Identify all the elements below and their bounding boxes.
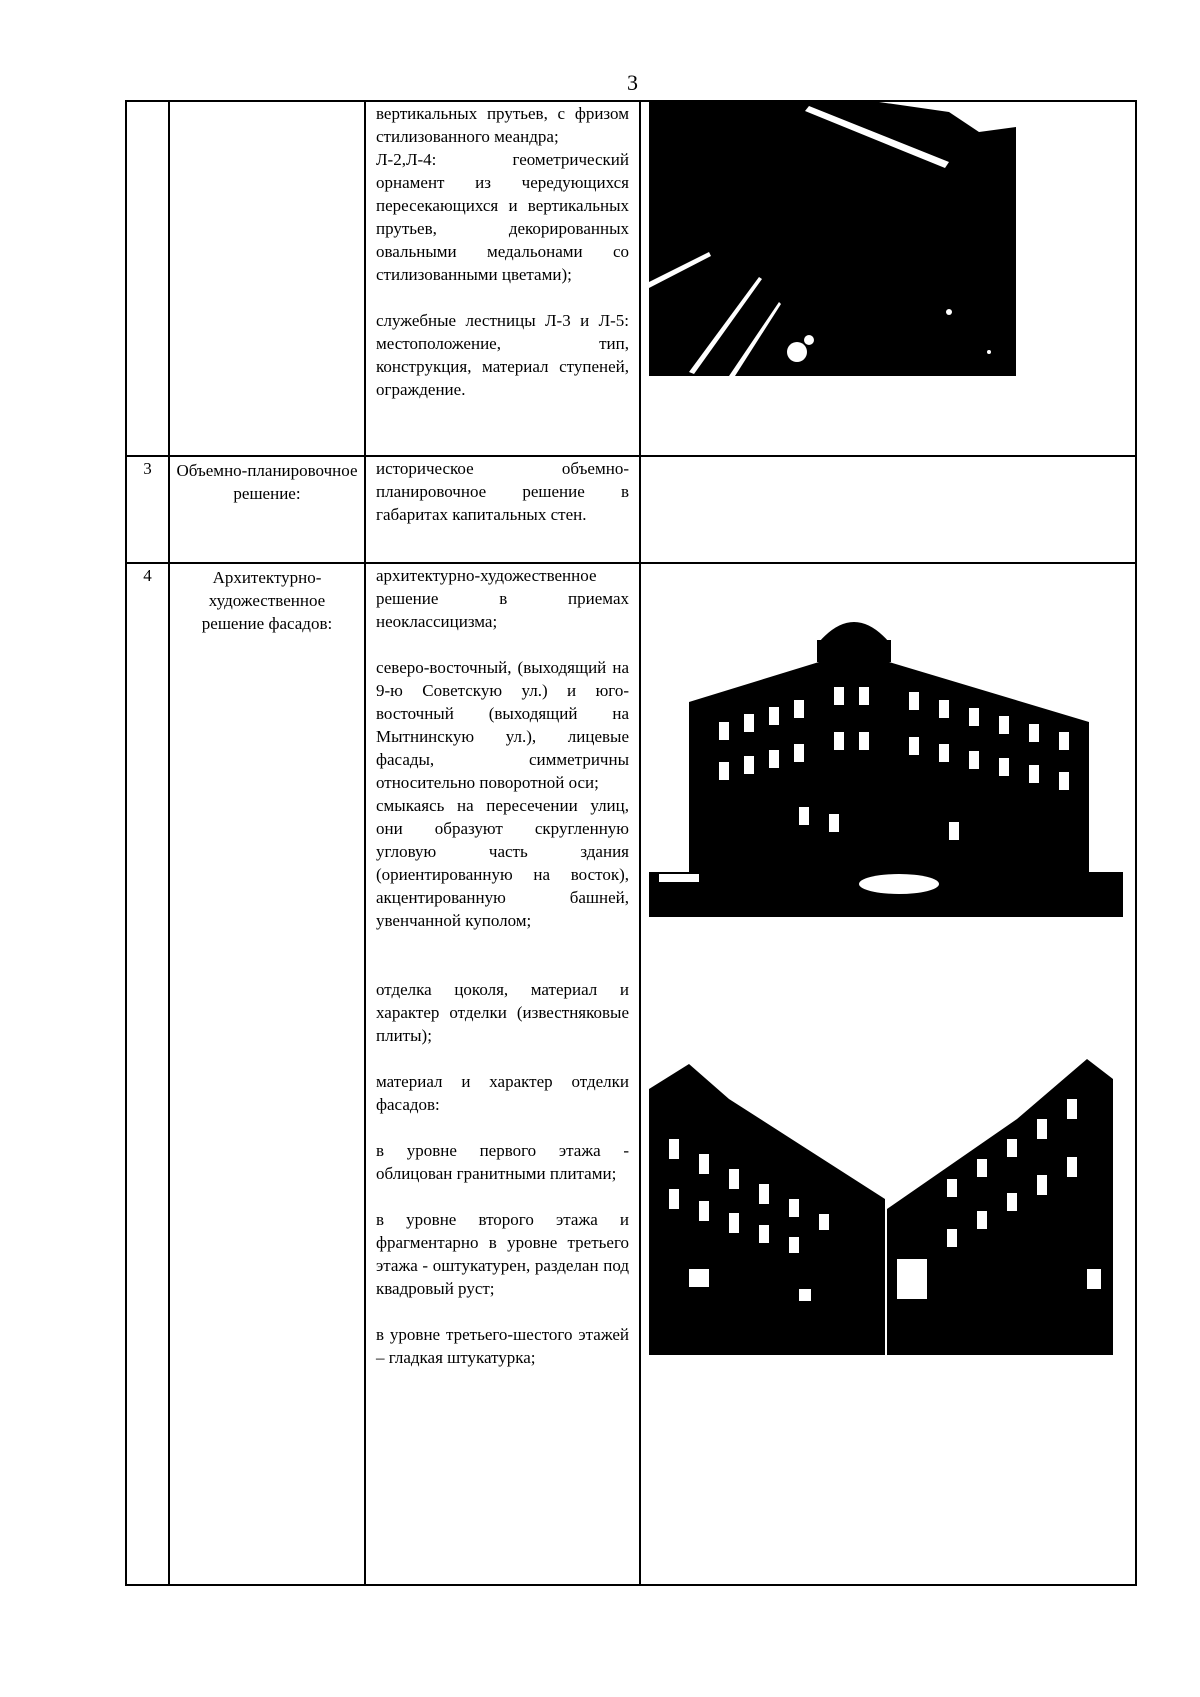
table-row <box>126 456 1136 563</box>
monument-subject-table <box>125 100 1137 1586</box>
row-number: 3 <box>126 456 169 563</box>
row-name: Архитектурно-художественное решение фасадов: <box>169 563 365 1585</box>
photo-cell <box>640 456 1136 563</box>
row-name: Объемно-планировочное решение: <box>169 456 365 563</box>
row-description <box>365 563 640 1585</box>
page-number: 3 <box>627 70 638 95</box>
description-paragraph: историческое объемно-планировочное решение в габаритах капитальных стен. <box>376 459 629 524</box>
description-paragraph: архитектурно-художественное решение в приемах неоклассицизма; <box>376 566 629 631</box>
corner-building-photo <box>649 592 1123 917</box>
description-paragraph: в уровне первого этажа - облицован гранитными плитами; <box>376 1141 629 1183</box>
description-paragraph: в уровне третьего-шестого этажей – гладкая штукатурка; <box>376 1325 629 1367</box>
staircase-railing-photo <box>649 102 1016 376</box>
description-paragraph: северо-восточный, (выходящий на 9-ю Советскую ул.) и юго-восточный (выходящий на Мытнинскую ул.), лицевые фасады, симметричны относительно поворотной оси; <box>376 658 629 792</box>
description-paragraph: вертикальных прутьев, с фризом стилизованного меандра; <box>376 104 629 146</box>
description-paragraph: материал и характер отделки фасадов: <box>376 1072 629 1114</box>
row-number <box>126 101 169 456</box>
description-paragraph: смыкаясь на пересечении улиц, они образуют скругленную угловую часть здания (ориентированную на восток), акцентированную башней, увенчанной куполом; <box>376 796 629 930</box>
northeast-facade-photo <box>649 1059 885 1355</box>
row-description <box>365 456 640 563</box>
photo-cell <box>640 563 1136 1585</box>
southeast-facade-photo <box>887 1059 1113 1355</box>
row-name <box>169 101 365 456</box>
row-description <box>365 101 640 456</box>
description-paragraph: в уровне второго этажа и фрагментарно в уровне третьего этажа - оштукатурен, разделан под квадровый руст; <box>376 1210 629 1298</box>
photo-cell <box>640 101 1136 456</box>
description-paragraph: служебные лестницы Л-3 и Л-5: местоположение, тип, конструкция, материал ступеней, ограждение. <box>376 311 629 399</box>
row-number: 4 <box>126 563 169 1585</box>
table-row <box>126 563 1136 1585</box>
description-paragraph: Л-2,Л-4: геометрический орнамент из чередующихся пересекающихся и вертикальных прутьев, декорированных овальными медальонами со стилизованными цветами); <box>376 150 629 284</box>
description-paragraph: отделка цоколя, материал и характер отделки (известняковые плиты); <box>376 980 629 1045</box>
table-row <box>126 101 1136 456</box>
